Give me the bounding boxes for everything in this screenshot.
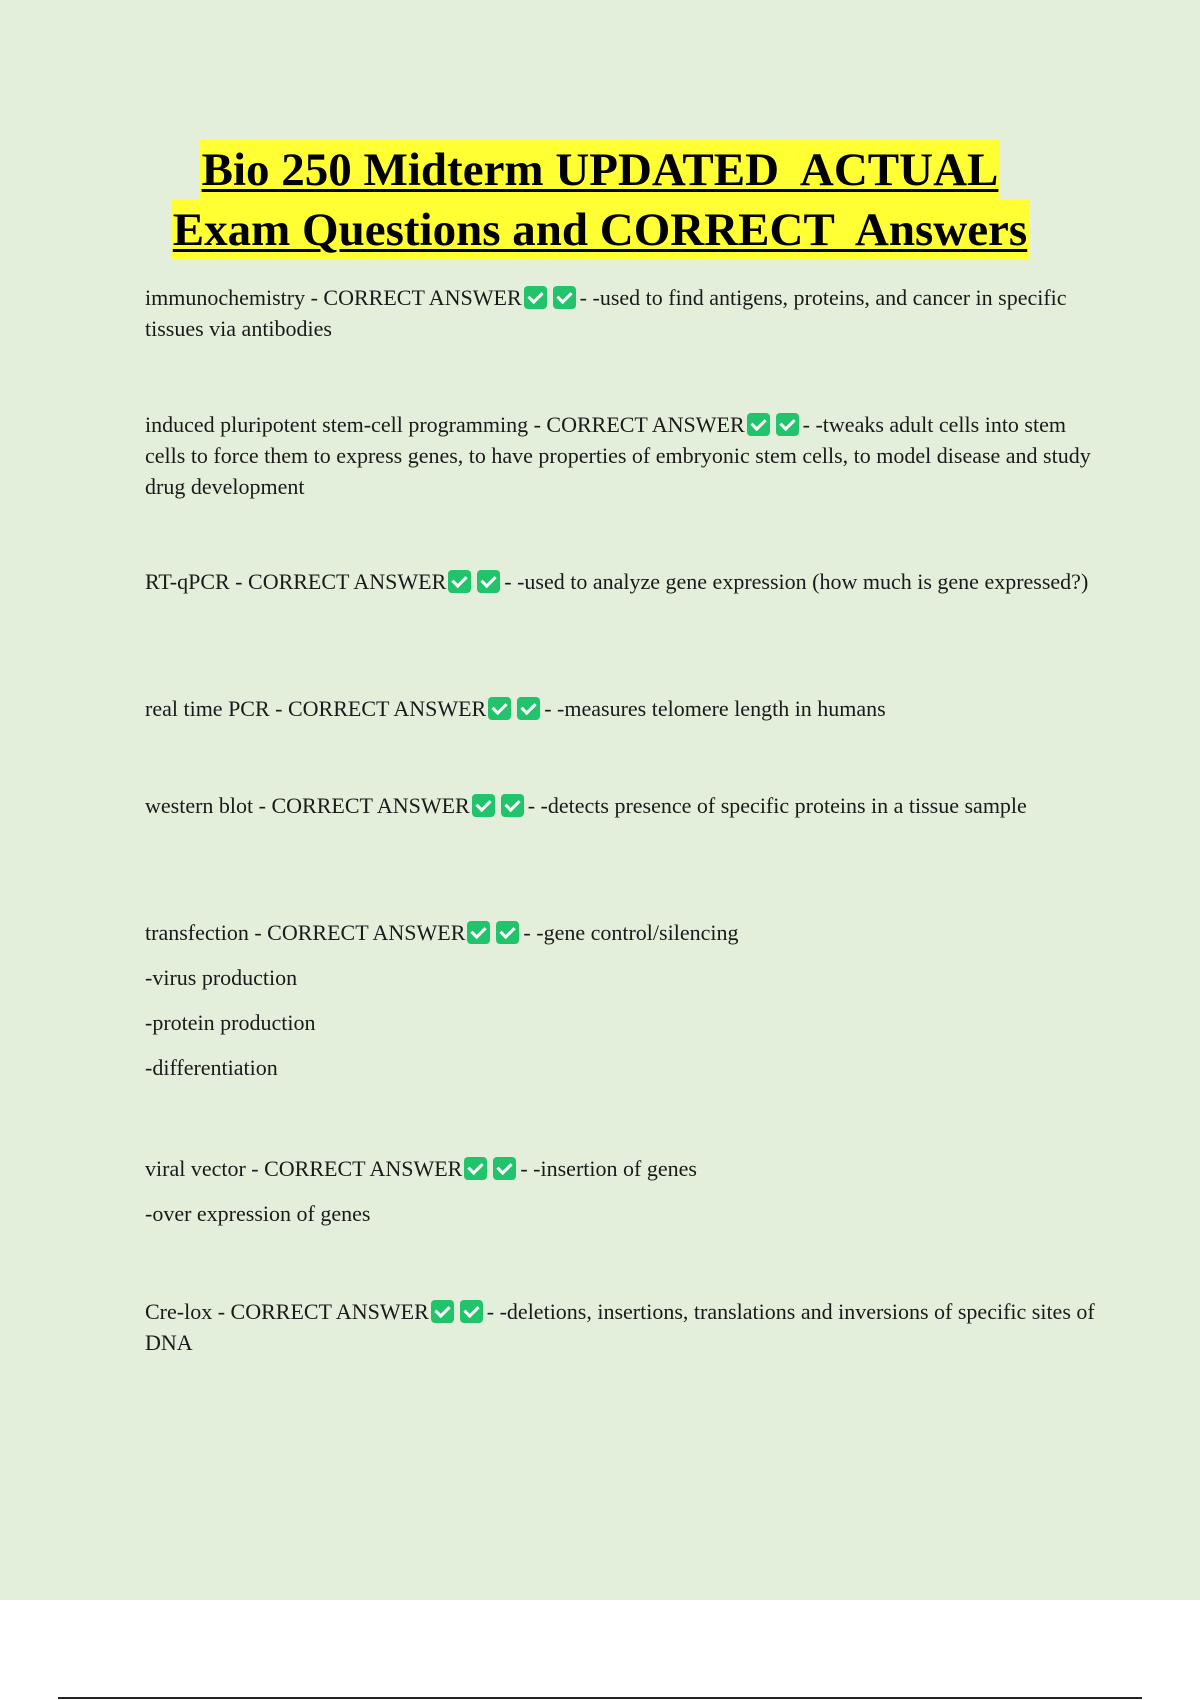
flashcard-text [145, 409, 1095, 502]
check-box-icon [517, 697, 540, 720]
flashcard-definition: - -tweaks adult cells into stem cells to force them to express genes, to have properties of embryonic stem cells, to model disease and study drug development [145, 412, 1091, 499]
flashcard-term: viral vector - [145, 1156, 265, 1181]
check-box-icon [488, 697, 511, 720]
flashcard-term: real time PCR - [145, 696, 288, 721]
flashcard-entry [145, 282, 1095, 344]
answer-marker: CORRECT ANSWER [323, 285, 522, 310]
check-box-icon [472, 794, 495, 817]
answer-marker: CORRECT ANSWER [267, 920, 466, 945]
check-box-icon [464, 1157, 487, 1180]
check-box-icon [431, 1300, 454, 1323]
title-line-1: Bio 250 Midterm UPDATED ACTUAL [200, 140, 1001, 200]
answer-marker: CORRECT ANSWER [264, 1156, 463, 1181]
flashcard-entry [145, 1296, 1095, 1358]
check-box-icon [448, 570, 471, 593]
flashcard-text [145, 282, 1095, 344]
flashcard-text [145, 790, 1095, 821]
check-box-icon [467, 921, 490, 944]
flashcard-term: western blot - [145, 793, 272, 818]
answer-marker: CORRECT ANSWER [287, 696, 487, 721]
title-line-2: Exam Questions and CORRECT Answers [171, 200, 1029, 260]
flashcard-extra-line: -protein production [145, 1010, 316, 1035]
flashcard-definition: - -deletions, insertions, translations and inversions of specific sites of DNA [145, 1299, 1095, 1355]
flashcard-term: RT-qPCR - [145, 569, 249, 594]
answer-marker: CORRECT ANSWER [230, 1299, 429, 1324]
flashcard-term: Cre-lox - [145, 1299, 231, 1324]
flashcard-term: immunochemistry - [145, 285, 324, 310]
flashcard-entry [145, 566, 1095, 597]
flashcard-text [145, 1296, 1095, 1358]
check-box-icon [501, 794, 524, 817]
answer-marker: CORRECT ANSWER [248, 569, 447, 594]
flashcard-definition: - -detects presence of specific proteins in a tissue sample [527, 793, 1027, 818]
document-title [0, 140, 1200, 260]
answer-marker: CORRECT ANSWER [271, 793, 470, 818]
flashcard-text [145, 1153, 1095, 1184]
check-box-icon [460, 1300, 483, 1323]
flashcard-entry [145, 693, 1095, 724]
check-box-icon [524, 286, 547, 309]
flashcard-definition: - -measures telomere length in humans [544, 696, 886, 721]
flashcard-term: transfection - [145, 920, 268, 945]
check-box-icon [747, 413, 770, 436]
flashcard-definition: - -gene control/silencing [523, 920, 739, 945]
check-box-icon [553, 286, 576, 309]
flashcard-term: induced pluripotent stem-cell programming - [145, 412, 547, 437]
check-box-icon [776, 413, 799, 436]
flashcard-extra-line: -virus production [145, 965, 298, 990]
flashcard-text [145, 693, 1095, 724]
flashcard-extra-line: -differentiation [145, 1055, 278, 1080]
check-box-icon [493, 1157, 516, 1180]
flashcard-definition: - -insertion of genes [520, 1156, 697, 1181]
flashcard-entry [145, 409, 1095, 502]
answer-marker: CORRECT ANSWER [546, 412, 745, 437]
flashcard-entry [145, 790, 1095, 821]
flashcard-definition: - -used to analyze gene expression (how much is gene expressed?) [504, 569, 1089, 594]
check-box-icon [477, 570, 500, 593]
check-box-icon [496, 921, 519, 944]
flashcard-extra-line: -over expression of genes [145, 1201, 371, 1226]
flashcard-text [145, 917, 1095, 948]
flashcard-entry [145, 917, 1095, 1083]
flashcard-entry [145, 1153, 1095, 1229]
flashcard-definition: - -used to find antigens, proteins, and cancer in specific tissues via antibodies [145, 285, 1067, 341]
flashcard-text [145, 566, 1095, 597]
footer-divider [58, 1697, 1142, 1699]
